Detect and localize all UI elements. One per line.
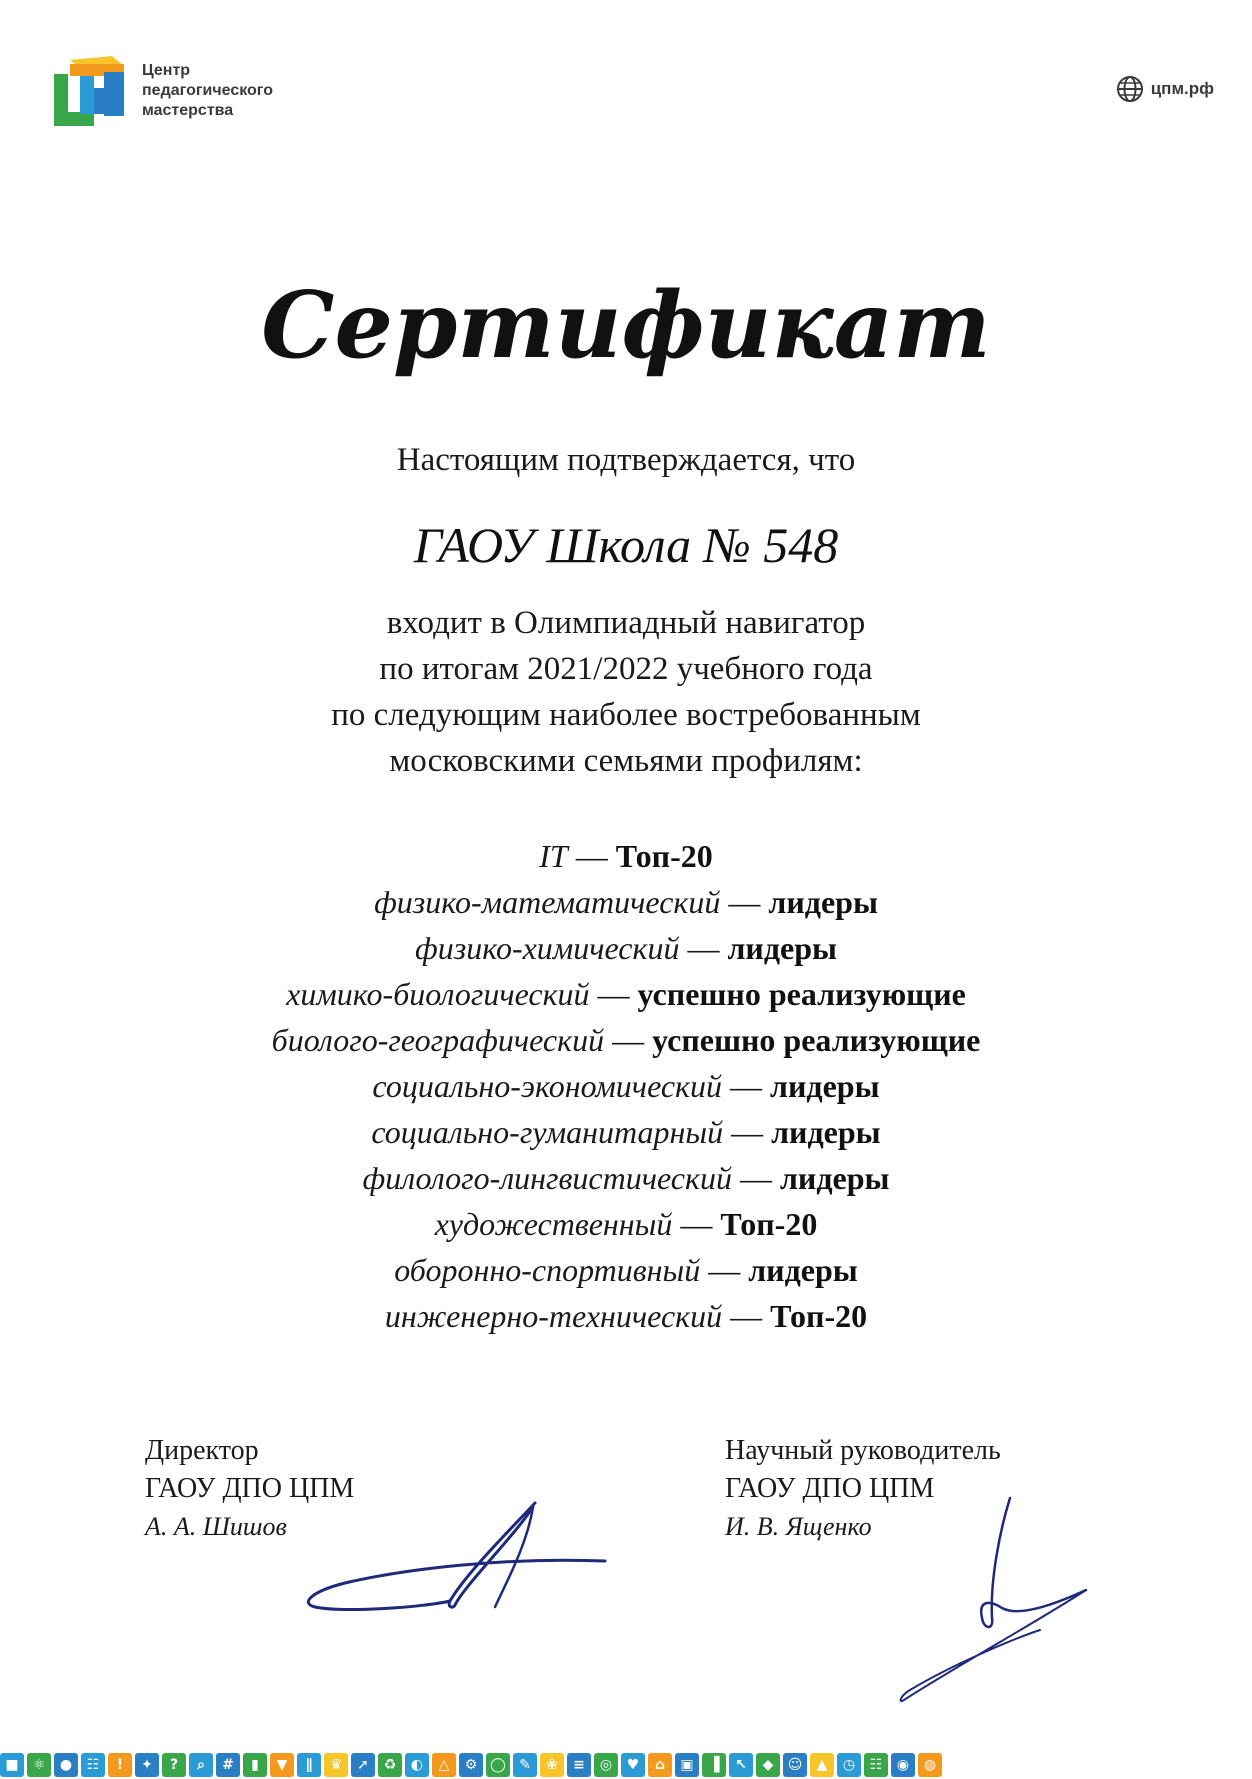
lamp-icon: ⌂ [648, 1753, 672, 1777]
profile-dash: — [722, 1298, 771, 1334]
dot-icon: ● [54, 1753, 78, 1777]
pin-icon: ▼ [270, 1753, 294, 1777]
profile-dash: — [567, 838, 616, 874]
director-signature [305, 1495, 615, 1615]
search-icon: ⌕ [189, 1753, 213, 1777]
profile-name: химико-биологический [286, 976, 590, 1012]
arrow-icon: ➚ [351, 1753, 375, 1777]
atom-icon: ⚛ [27, 1753, 51, 1777]
description-line: входит в Олимпиадный навигатор [386, 605, 866, 641]
profile-dash: — [604, 1022, 653, 1058]
profile-dash: — [679, 930, 728, 966]
shield-icon: ◆ [756, 1753, 780, 1777]
grid-icon: ☷ [81, 1753, 105, 1777]
profile-status: лидеры [768, 884, 878, 920]
profiles-list [0, 833, 1252, 1339]
chart-icon: ▐ [702, 1753, 726, 1777]
profile-status: лидеры [748, 1252, 858, 1288]
description-line: московскими семьями профилям: [389, 743, 863, 779]
profile-row [0, 1155, 1252, 1201]
description-line: по следующим наиболее востребованным [331, 697, 921, 733]
profile-name: художественный [434, 1206, 673, 1242]
profile-dash: — [700, 1252, 749, 1288]
ball-icon: ◍ [918, 1753, 942, 1777]
signatory-org: ГАОУ ДПО ЦПМ [725, 1473, 935, 1504]
bell-icon: ▲ [810, 1753, 834, 1777]
scientific-head-signature [890, 1490, 1100, 1710]
recycle-icon: ♻ [378, 1753, 402, 1777]
profile-row [0, 925, 1252, 971]
profile-name: инженерно-технический [384, 1298, 723, 1334]
tile-icon: ■ [0, 1753, 24, 1777]
certificate-description [0, 600, 1252, 784]
profile-row [0, 1293, 1252, 1339]
books-icon: ≡ [567, 1753, 591, 1777]
clip-icon: ∥ [297, 1753, 321, 1777]
profile-name: филолого-лингвистический [362, 1160, 732, 1196]
profile-row [0, 971, 1252, 1017]
profile-row [0, 1109, 1252, 1155]
profile-status: успешно реализующие [637, 976, 966, 1012]
profile-status: лидеры [771, 1114, 881, 1150]
certificate-title: Сертификат [261, 271, 991, 379]
certificate-intro: Настоящим подтверждается, что [396, 442, 856, 478]
cursor-icon: ↖ [729, 1753, 753, 1777]
cpm-logo-mark [50, 52, 128, 130]
half-circle-icon: ◐ [405, 1753, 429, 1777]
clock-icon: ◷ [837, 1753, 861, 1777]
crown-icon: ♛ [324, 1753, 348, 1777]
gear-icon: ⚙ [459, 1753, 483, 1777]
book-icon: ▮ [243, 1753, 267, 1777]
profile-dash: — [731, 1160, 780, 1196]
profile-row [0, 1017, 1252, 1063]
signatory-org: ГАОУ ДПО ЦПМ [145, 1473, 355, 1504]
profile-row [0, 879, 1252, 925]
cpm-logo [50, 52, 273, 130]
profile-name: IT [539, 838, 568, 874]
exclamation-icon: ! [108, 1753, 132, 1777]
profile-name: социально-экономический [372, 1068, 723, 1104]
logo-text-line2: педагогического [142, 82, 274, 99]
profile-dash: — [589, 976, 638, 1012]
flower-icon: ❀ [540, 1753, 564, 1777]
profile-name: физико-химический [414, 930, 680, 966]
signatory-name: А. А. Шишов [145, 1512, 287, 1541]
logo-text [142, 61, 273, 121]
magnifier-icon: ◎ [594, 1753, 618, 1777]
profile-name: оборонно-спортивный [394, 1252, 701, 1288]
profile-name: физико-математический [374, 884, 721, 920]
smile-icon: ☺ [783, 1753, 807, 1777]
planet-icon: ◯ [486, 1753, 510, 1777]
profile-status: Топ-20 [770, 1298, 868, 1334]
profile-dash: — [723, 1114, 772, 1150]
signatory-role: Научный руководитель [725, 1435, 1001, 1466]
globe-icon [1115, 74, 1145, 104]
profile-dash: — [720, 884, 769, 920]
profile-status: Топ-20 [720, 1206, 818, 1242]
signatory-name: И. В. Ященко [725, 1512, 872, 1541]
site-link[interactable] [1115, 74, 1214, 104]
hash-icon: # [216, 1753, 240, 1777]
star-icon: ✦ [135, 1753, 159, 1777]
logo-text-line1: Центр [142, 62, 191, 79]
square-icon: ▣ [675, 1753, 699, 1777]
profile-row [0, 833, 1252, 879]
profile-row [0, 1201, 1252, 1247]
profile-row [0, 1063, 1252, 1109]
profile-status: успешно реализующие [652, 1022, 981, 1058]
profile-row [0, 1247, 1252, 1293]
profile-status: лидеры [770, 1068, 880, 1104]
profile-status: Топ-20 [615, 838, 713, 874]
pencil-icon: ✎ [513, 1753, 537, 1777]
signatory-role: Директор [145, 1435, 259, 1466]
site-link-label: цпм.рф [1150, 79, 1214, 98]
profile-status: лидеры [779, 1160, 890, 1196]
profile-name: биолого-географический [271, 1022, 605, 1058]
drop-icon: ◉ [891, 1753, 915, 1777]
school-name: ГАОУ Школа № 548 [413, 517, 839, 573]
logo-text-line3: мастерства [142, 102, 234, 119]
profile-name: социально-гуманитарный [371, 1114, 724, 1150]
heart-icon: ♥ [621, 1753, 645, 1777]
question-icon: ? [162, 1753, 186, 1777]
flask-icon: △ [432, 1753, 456, 1777]
grid-icon: ☷ [864, 1753, 888, 1777]
icon-strip [0, 1750, 1252, 1779]
profile-dash: — [672, 1206, 721, 1242]
profile-dash: — [722, 1068, 771, 1104]
description-line: по итогам 2021/2022 учебного года [379, 651, 873, 687]
profile-status: лидеры [727, 930, 837, 966]
